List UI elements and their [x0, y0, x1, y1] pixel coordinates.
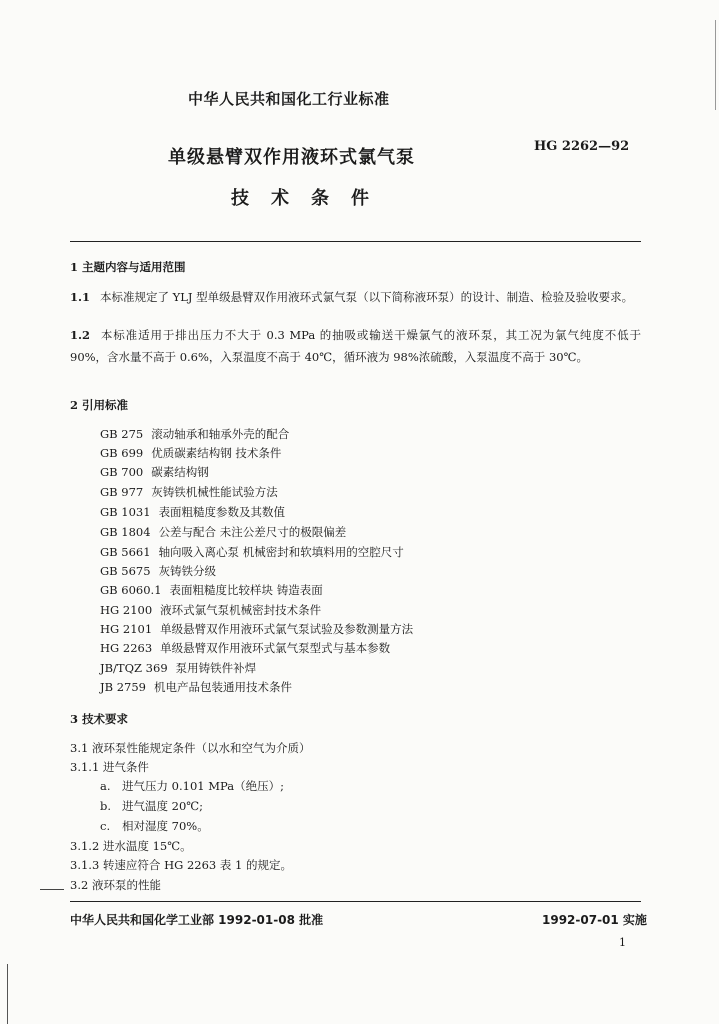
- implementation-date: 1992-07-01 实施: [542, 913, 647, 927]
- condition-label: a.: [100, 779, 111, 793]
- section-1-heading: 1 主题内容与适用范围: [70, 260, 186, 274]
- reference-code: GB 275: [100, 427, 144, 441]
- reference-title: 液环式氯气泵机械密封技术条件: [160, 603, 322, 617]
- reference-item: [100, 582, 323, 598]
- reference-item: [100, 640, 390, 656]
- reference-item: [100, 679, 292, 695]
- header-divider: [70, 241, 641, 242]
- reference-title: 灰铸铁机械性能试验方法: [151, 485, 278, 499]
- reference-code: GB 1031: [100, 505, 151, 519]
- reference-title: 滚动轴承和轴承外壳的配合: [151, 427, 290, 441]
- reference-title: 单级悬臂双作用液环式氯气泵试验及参数测量方法: [160, 622, 414, 636]
- reference-code: GB 5661: [100, 545, 151, 559]
- reference-item: [100, 426, 289, 442]
- reference-code: HG 2263: [100, 641, 153, 655]
- reference-title: 机电产品包装通用技术条件: [153, 680, 292, 694]
- condition-item: [100, 778, 284, 794]
- reference-title: 单级悬臂双作用液环式氯气泵型式与基本参数: [160, 641, 391, 655]
- reference-code: GB 700: [100, 465, 144, 479]
- reference-item: [100, 524, 346, 540]
- scan-edge-mark: [7, 964, 8, 1024]
- issuing-organization: 中华人民共和国化工行业标准: [188, 90, 390, 108]
- reference-item: [100, 621, 413, 637]
- reference-item: [100, 602, 321, 618]
- reference-title: 灰铸铁分级: [158, 564, 217, 578]
- condition-text: 进气压力 0.101 MPa（绝压）;: [122, 779, 284, 793]
- paragraph-1-2-number: 1.2: [70, 328, 91, 342]
- condition-item: [100, 798, 203, 814]
- paragraph-1-2-text: 本标准适用于排出压力不大于 0.3 MPa 的抽吸或输送干燥氯气的液环泵，其工况为氯气纯度不低于 90%，含水量不高于 0.6%，入泵温度不高于 40℃，循环液为 98%浓硫酸，入泵温度不高于 30℃。: [70, 328, 641, 364]
- document-title: 单级悬臂双作用液环式氯气泵: [168, 147, 415, 168]
- clause-3-1-3: 3.1.3 转速应符合 HG 2263 表 1 的规定。: [70, 858, 292, 872]
- paragraph-1-1: [70, 286, 641, 308]
- reference-item: [100, 484, 278, 500]
- reference-title: 表面粗糙度参数及其数值: [158, 505, 286, 519]
- reference-title: 公差与配合 未注公差尺寸的极限偏差: [158, 525, 347, 539]
- clause-3-1-2: 3.1.2 进水温度 15℃。: [70, 839, 192, 853]
- reference-code: GB 1804: [100, 525, 151, 539]
- clause-3-2: 3.2 液环泵的性能: [70, 878, 161, 892]
- condition-text: 相对湿度 70%。: [122, 819, 209, 833]
- reference-item: [100, 445, 281, 461]
- reference-title: 表面粗糙度比较样块 铸造表面: [169, 583, 323, 597]
- scan-edge-mark: [715, 20, 716, 110]
- standard-code: HG 2262—92: [534, 139, 630, 154]
- section-2-heading: 2 引用标准: [70, 398, 129, 412]
- condition-item: [100, 818, 209, 834]
- condition-label: c.: [100, 819, 111, 833]
- reference-code: GB 977: [100, 485, 144, 499]
- reference-item: [100, 563, 216, 579]
- reference-title: 优质碳素结构钢 技术条件: [151, 446, 282, 460]
- paragraph-1-2: [70, 324, 641, 368]
- condition-label: b.: [100, 799, 112, 813]
- reference-item: [100, 504, 285, 520]
- footer-divider: [70, 901, 641, 902]
- reference-code: GB 5675: [100, 564, 151, 578]
- reference-code: JB 2759: [100, 680, 146, 694]
- reference-item: [100, 544, 404, 560]
- reference-title: 轴向吸入离心泵 机械密封和软填料用的空腔尺寸: [158, 545, 404, 559]
- reference-code: HG 2100: [100, 603, 153, 617]
- condition-text: 进气温度 20℃;: [122, 799, 204, 813]
- paragraph-1-1-number: 1.1: [70, 290, 91, 304]
- reference-title: 泵用铸铁件补焊: [175, 661, 257, 675]
- paragraph-1-1-text: 本标准规定了 YLJ 型单级悬臂双作用液环式氯气泵（以下简称液环泵）的设计、制造、检验及验收要求。: [100, 290, 634, 304]
- reference-item: [100, 660, 256, 676]
- clause-3-1: 3.1 液环泵性能规定条件（以水和空气为介质）: [70, 741, 311, 755]
- reference-code: JB/TQZ 369: [100, 661, 168, 675]
- approval-line: 中华人民共和国化学工业部 1992-01-08 批准: [70, 913, 324, 927]
- page-number: 1: [619, 936, 626, 949]
- reference-item: [100, 464, 209, 480]
- reference-code: GB 699: [100, 446, 144, 460]
- reference-code: HG 2101: [100, 622, 153, 636]
- clause-3-1-1: 3.1.1 进气条件: [70, 760, 149, 774]
- section-3-heading: 3 技术要求: [70, 712, 129, 726]
- document-subtitle: 技术条件: [231, 188, 391, 209]
- margin-mark: [40, 889, 64, 890]
- reference-title: 碳素结构钢: [151, 465, 209, 479]
- reference-code: GB 6060.1: [100, 583, 162, 597]
